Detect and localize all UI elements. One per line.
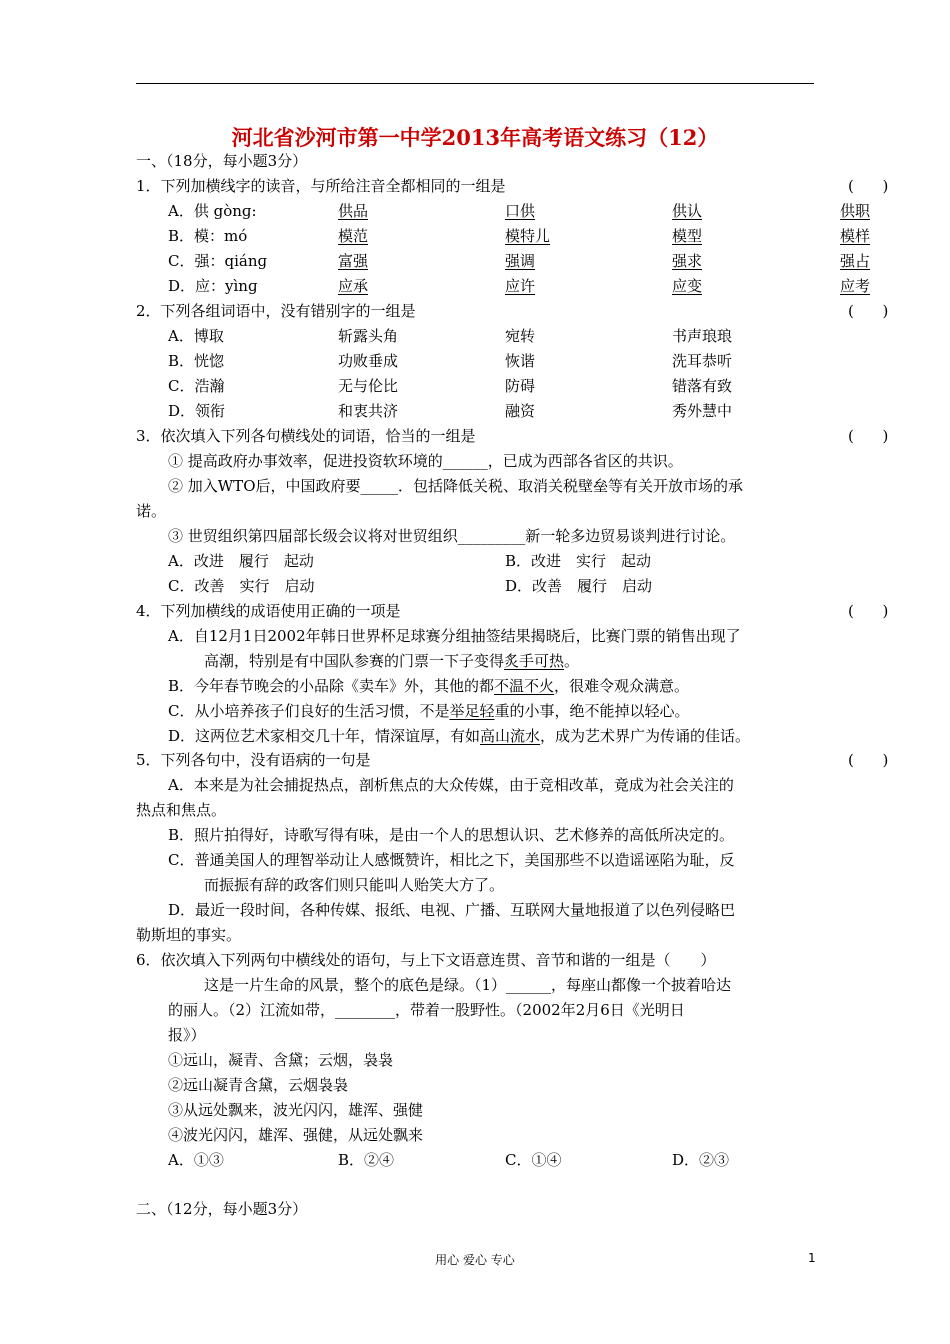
q4-d-tail: ，成为艺术界广为传诵的佳话。 <box>540 727 751 745</box>
q3-option-a: A．改进 履行 起动 <box>168 552 314 570</box>
q2-a-2: 斩露头角 <box>338 327 399 345</box>
q1-b-word-2: 模特儿 <box>505 227 551 245</box>
q2-d-2: 和衷共济 <box>338 402 399 420</box>
q1-d-word-3: 应变 <box>672 277 703 295</box>
q2-c-1: C．浩瀚 <box>168 377 225 395</box>
q1-b-label: B．模：mó <box>168 227 248 245</box>
q3-sentence-1: ① 提高政府办事效率，促进投资软环境的______，已成为西部各省区的共识。 <box>168 452 683 470</box>
q4-option-a: A．自12月1日2002年韩日世界杯足球赛分组抽签结果揭晓后，比赛门票的销售出现了 <box>168 627 741 645</box>
q4-b-idiom: 不温不火 <box>494 677 555 695</box>
q5-option-d-cont: 勒斯坦的事实。 <box>136 926 242 944</box>
q4-option-a-cont <box>204 651 579 671</box>
q2-d-4: 秀外慧中 <box>672 402 733 420</box>
q1-c-word-4: 强占 <box>840 252 871 270</box>
q5-option-c-cont: 而振振有辞的政客们则只能叫人贻笑大方了。 <box>204 876 505 894</box>
q1-stem: 1．下列加横线字的读音，与所给注音全都相同的一组是 <box>136 177 506 195</box>
q4-c-text: C．从小培养孩子们良好的生活习惯，不是 <box>168 702 450 720</box>
q4-a-text: 高潮，特别是有中国队参赛的门票一下子变得 <box>204 652 505 670</box>
header-rule <box>136 83 814 84</box>
q2-stem: 2．下列各组词语中，没有错别字的一组是 <box>136 302 416 320</box>
q5-answer-paren: ( ) <box>848 751 889 769</box>
q1-d-label: D．应：yìnɡ <box>168 277 258 295</box>
q4-d-idiom: 高山流水 <box>480 727 541 745</box>
q6-option-4: ④波光闪闪，雄浑、强健，从远处飘来 <box>168 1126 424 1144</box>
section-2-heading: 二、（12分，每小题3分） <box>136 1200 308 1218</box>
page-title: 河北省沙河市第一中学2013年高考语文练习（12） <box>231 125 719 150</box>
q2-c-2: 无与伦比 <box>338 377 399 395</box>
q2-b-4: 洗耳恭听 <box>672 352 733 370</box>
q1-d-word-2: 应许 <box>505 277 536 295</box>
q2-a-4: 书声琅琅 <box>672 327 733 345</box>
q2-b-2: 功败垂成 <box>338 352 399 370</box>
q2-d-1: D．领衔 <box>168 402 226 420</box>
q4-option-d <box>168 726 750 746</box>
q4-option-b <box>168 676 689 696</box>
q1-a-label: A．供 gònɡ: <box>168 202 257 220</box>
q5-stem: 5．下列各句中，没有语病的一句是 <box>136 751 371 769</box>
q2-a-1: A．博取 <box>168 327 224 345</box>
q6-stem: 6．依次填入下列两句中横线处的语句，与上下文语意连贯、音节和谐的一组是（ ） <box>136 951 716 969</box>
q1-a-word-4: 供职 <box>840 202 871 220</box>
q1-b-word-4: 模样 <box>840 227 871 245</box>
q5-option-d: D．最近一段时间，各种传媒、报纸、电视、广播、互联网大量地报道了以色列侵略巴 <box>168 901 736 919</box>
q4-answer-paren: ( ) <box>848 602 889 620</box>
q3-answer-paren: ( ) <box>848 427 889 445</box>
q4-d-text: D．这两位艺术家相交几十年，情深谊厚，有如 <box>168 727 481 745</box>
q5-option-c: C．普通美国人的理智举动让人感慨赞许，相比之下，美国那些不以造谣诬陷为耻，反 <box>168 851 735 869</box>
q2-a-3: 宛转 <box>505 327 536 345</box>
q6-passage-1: 这是一片生命的风景，整个的底色是绿。（1）______，每座山都像一个披着哈达 <box>204 976 732 994</box>
q6-choice-c: C．①④ <box>505 1151 562 1169</box>
q4-a-tail: 。 <box>564 652 580 670</box>
q2-b-1: B．恍惚 <box>168 352 225 370</box>
q1-c-label: C．强：qiánɡ <box>168 252 268 270</box>
page-footer: 用心 爱心 专心 <box>435 1253 515 1267</box>
q1-c-word-3: 强求 <box>672 252 703 270</box>
q3-option-b: B．改进 实行 起动 <box>505 552 652 570</box>
q5-option-a: A．本来是为社会捕捉热点，剖析焦点的大众传媒，由于竞相改革，竟成为社会关注的 <box>168 776 734 794</box>
q3-sentence-3: ③ 世贸组织第四届部长级会议将对世贸组织_________新一轮多边贸易谈判进行讨论。 <box>168 527 736 545</box>
q4-a-idiom: 炙手可热 <box>504 652 565 670</box>
page-number: 1 <box>808 1251 816 1265</box>
q6-option-3: ③从远处飘来，波光闪闪，雄浑、强健 <box>168 1101 424 1119</box>
q6-passage-2: 的丽人。（2）江流如带，________，带着一股野性。（2002年2月6日《光明日 <box>168 1001 685 1019</box>
q6-option-1: ①远山，凝青、含黛；云烟，袅袅 <box>168 1051 394 1069</box>
q4-option-c <box>168 701 690 721</box>
q2-b-3: 恢谐 <box>505 352 536 370</box>
q4-b-tail: ，很难令观众满意。 <box>554 677 690 695</box>
q6-passage-3: 报》） <box>168 1026 206 1044</box>
q1-b-word-3: 模型 <box>672 227 703 245</box>
q1-c-word-2: 强调 <box>505 252 536 270</box>
q2-c-3: 防碍 <box>505 377 536 395</box>
q1-a-word-1: 供品 <box>338 202 369 220</box>
q2-answer-paren: ( ) <box>848 302 889 320</box>
q3-sentence-2: ② 加入WTO后，中国政府要_____．包括降低关税、取消关税壁垒等有关开放市场的承 <box>168 477 743 495</box>
q6-choice-a: A．①③ <box>168 1151 224 1169</box>
q1-a-word-2: 口供 <box>505 202 536 220</box>
q4-stem: 4．下列加横线的成语使用正确的一项是 <box>136 602 401 620</box>
q3-stem: 3．依次填入下列各句横线处的词语，恰当的一组是 <box>136 427 476 445</box>
q3-option-d: D．改善 履行 启动 <box>505 577 653 595</box>
section-1-heading: 一、（18分，每小题3分） <box>136 152 308 170</box>
q6-choice-b: B．②④ <box>338 1151 395 1169</box>
q6-choice-d: D．②③ <box>672 1151 730 1169</box>
q3-sentence-2-cont: 诺。 <box>136 502 167 520</box>
q1-answer-paren: ( ) <box>848 177 889 195</box>
q1-d-word-4: 应考 <box>840 277 871 295</box>
q5-option-a-cont: 热点和焦点。 <box>136 801 227 819</box>
q1-d-word-1: 应承 <box>338 277 369 295</box>
q3-option-c: C．改善 实行 启动 <box>168 577 315 595</box>
q1-c-word-1: 富强 <box>338 252 369 270</box>
q2-d-3: 融资 <box>505 402 536 420</box>
q4-c-idiom: 举足轻 <box>449 702 495 720</box>
q6-option-2: ②远山凝青含黛，云烟袅袅 <box>168 1076 349 1094</box>
q5-option-b: B．照片拍得好，诗歌写得有味，是由一个人的思想认识、艺术修养的高低所决定的。 <box>168 826 735 844</box>
q2-c-4: 错落有致 <box>672 377 733 395</box>
q4-b-text: B．今年春节晚会的小品除《卖车》外，其他的都 <box>168 677 495 695</box>
q4-c-tail: 重的小事，绝不能掉以轻心。 <box>494 702 690 720</box>
q1-a-word-3: 供认 <box>672 202 703 220</box>
q1-b-word-1: 模范 <box>338 227 369 245</box>
